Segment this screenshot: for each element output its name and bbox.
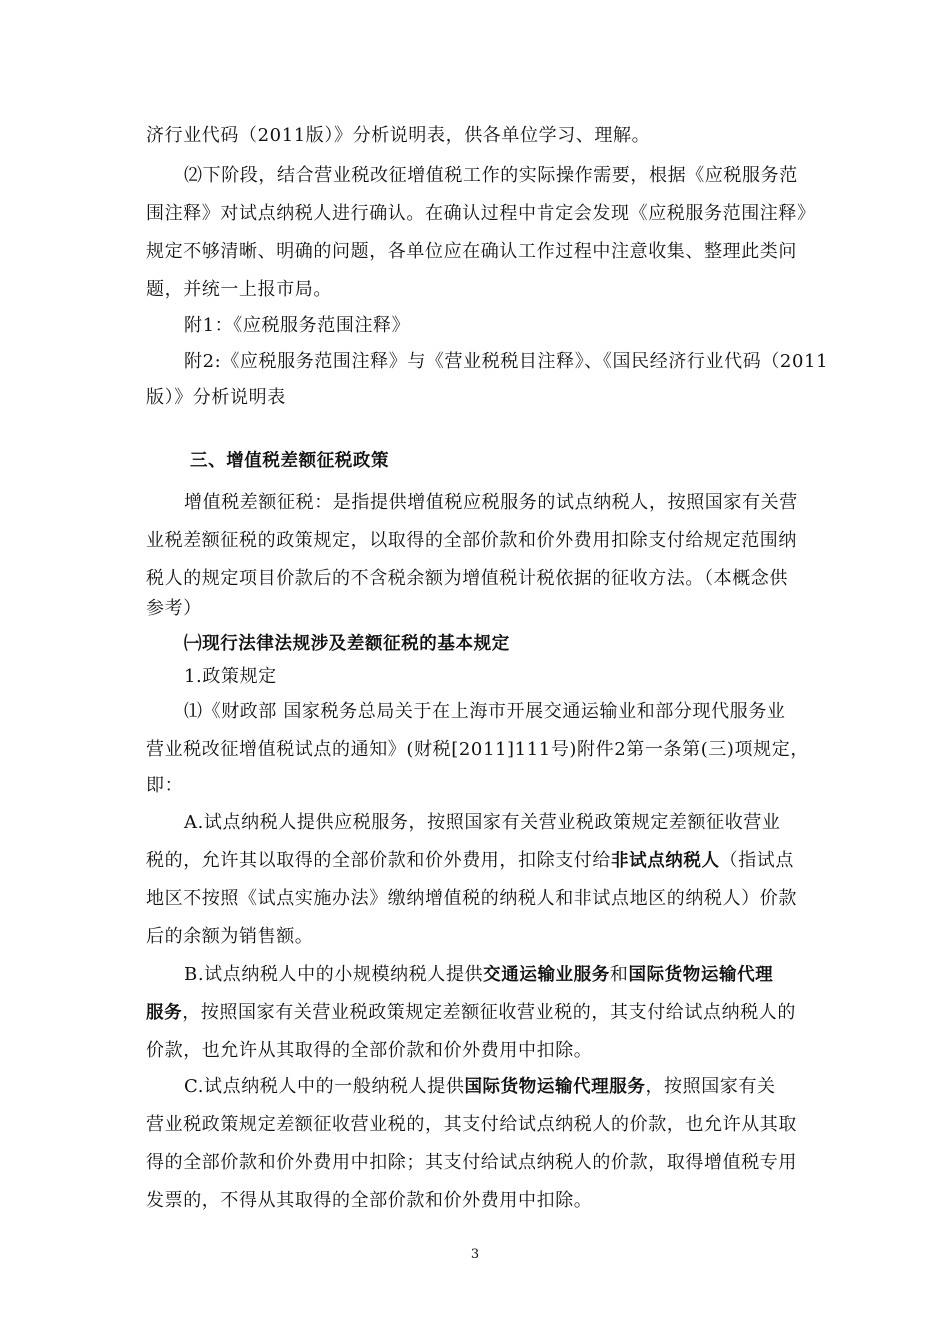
attachment-1: 附1：《应税服务范围注释》 [184,315,411,336]
emphasis-text: 服务 [146,1003,183,1023]
text-line: 发票的，不得从其取得的全部价款和价外费用中扣除。 [146,1190,593,1211]
text-line: 业税差额征税的政策规定，以取得的全部价款和价外费用扣除支付给规定范围纳 [146,530,797,551]
text-line: 题，并统一上报市局。 [146,279,332,300]
text-line: 增值税差额征税：是指提供增值税应税服务的试点纳税人，按照国家有关营 [184,492,798,513]
text-line: 参考） [146,598,202,619]
text-line: 地区不按照《试点实施办法》缴纳增值税的纳税人和非试点地区的纳税人）价款 [146,888,797,909]
text-line: 营业税改征增值税试点的通知》(财税[2011]111号)附件2第一条第(三)项规定， [146,739,809,760]
text-line: 即： [146,775,184,796]
text-line: A.试点纳税人提供应税服务，按照国家有关营业税政策规定差额征收营业 [184,812,781,833]
text-line [184,964,854,986]
text-line [146,1002,816,1024]
text-line: 价款，也允许从其取得的全部价款和价外费用中扣除。 [146,1040,593,1061]
text-span: B.试点纳税人中的小规模纳税人提供 [184,964,484,985]
text-line: 税人的规定项目价款后的不含税余额为增值税计税依据的征收方法。（本概念供 [146,568,788,589]
subsection-heading: ㈠现行法律法规涉及差额征税的基本规定 [184,634,510,654]
text-line: 济行业代码（2011版）》分析说明表，供各单位学习、理解。 [146,125,651,146]
text-line: 围注释》对试点纳税人进行确认。在确认过程中肯定会发现《应税服务范围注释》 [146,203,816,224]
page-number: 3 [470,1247,480,1262]
emphasis-text: 非试点纳税人 [611,851,720,871]
emphasis-text: 国际货物运输代理 [628,965,774,985]
text-span: 税的，允许其以取得的全部价款和价外费用，扣除支付给 [146,850,611,871]
text-line [146,850,816,872]
text-span: 和 [609,964,629,985]
text-line: 规定不够清晰、明确的问题，各单位应在确认工作过程中注意收集、整理此类问 [146,241,797,262]
emphasis-text: 交通运输业服务 [483,965,610,985]
text-line: 版）》分析说明表 [146,387,286,408]
section-heading: 三、增值税差额征税政策 [190,451,390,471]
text-line: ⑵下阶段，结合营业税改征增值税工作的实际操作需要，根据《应税服务范 [184,165,798,186]
text-line: 营业税政策规定差额征收营业税的，其支付给试点纳税人的价款，也允许从其取 [146,1114,797,1135]
text-span: ，按照国家有关 [645,1076,776,1097]
text-line [184,1076,854,1098]
emphasis-text: 国际货物运输代理服务 [464,1077,646,1097]
text-line: 1.政策规定 [184,666,277,687]
text-line: ⑴《财政部 国家税务总局关于在上海市开展交通运输业和部分现代服务业 [184,701,786,722]
text-span: C.试点纳税人中的一般纳税人提供 [184,1076,465,1097]
text-span: ，按照国家有关营业税政策规定差额征收营业税的，其支付给试点纳税人的 [182,1002,796,1023]
text-line: 后的余额为销售额。 [146,926,314,947]
attachment-2: 附2:《应税服务范围注释》与《营业税税目注释》、《国民经济行业代码（2011 [184,351,829,372]
text-span: （指试点 [719,850,795,871]
text-line: 得的全部价款和价外费用中扣除；其支付给试点纳税人的价款，取得增值税专用 [146,1152,797,1173]
